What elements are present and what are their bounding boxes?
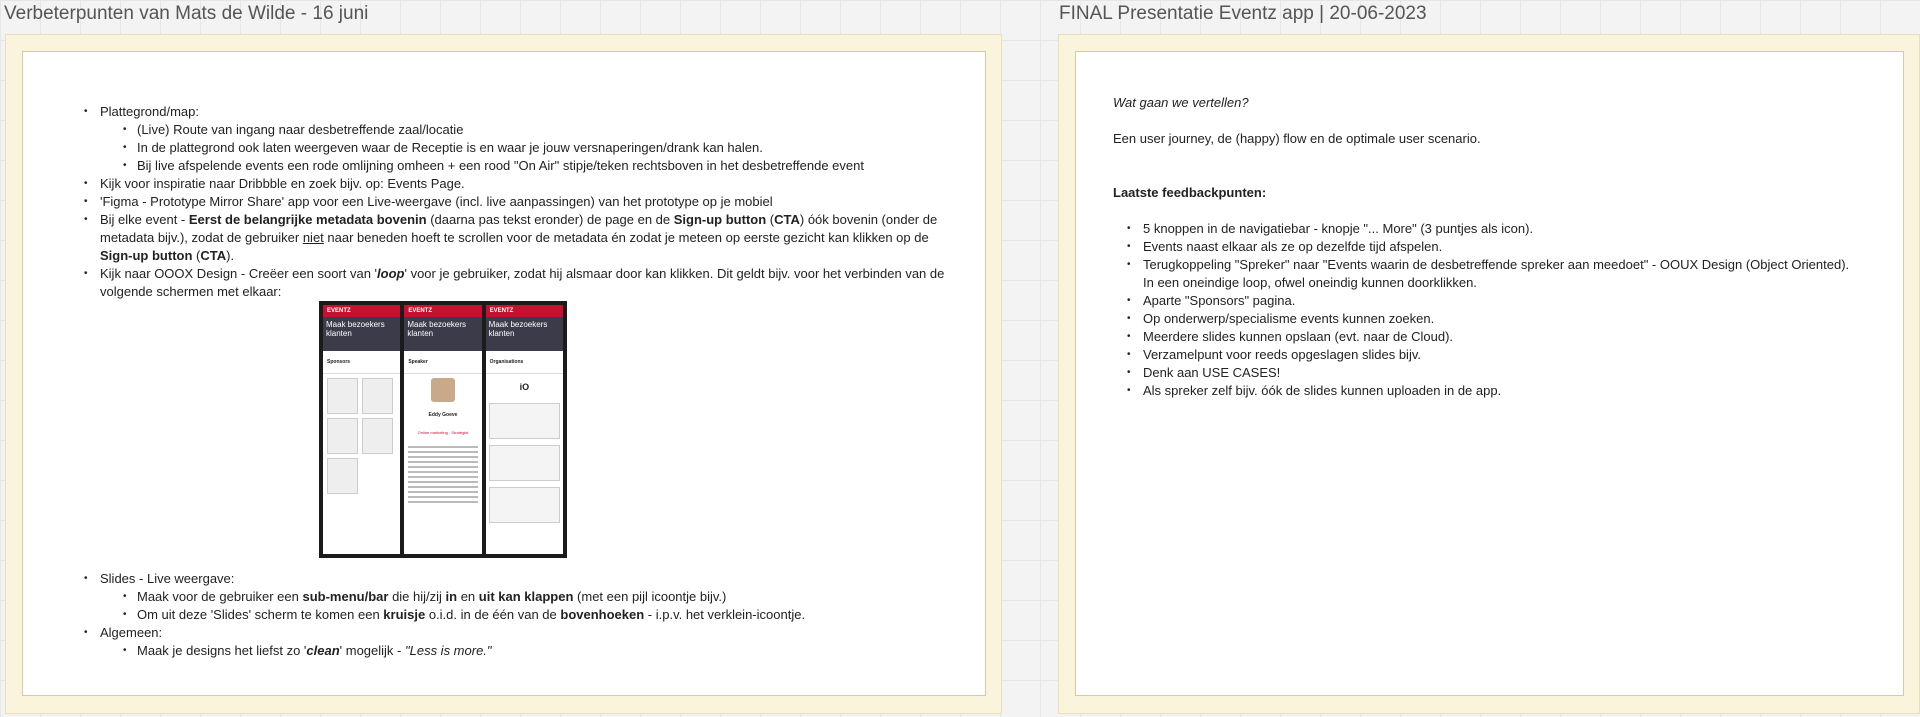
list-item: • Events naast elkaar als ze op dezelfde tijd afspelen. bbox=[1127, 238, 1893, 256]
screens-mockup-image[interactable] bbox=[319, 301, 567, 558]
list-item: • (Live) Route van ingang naar desbetreffende zaal/locatie bbox=[123, 121, 954, 139]
frame-right[interactable] bbox=[1058, 34, 1920, 714]
list-item: • Algemeen: • Maak je designs het liefst zo 'clean' mogelijk - "Less is more." bbox=[84, 624, 954, 660]
list-item: • Kijk naar OOOX Design - Creëer een soort van 'loop' voor je gebruiker, zodat hij alsmaar door kan klikken. Dit geldt bijv. voor het verbinden van de volgende schermen met elkaar: bbox=[84, 265, 954, 301]
list-item: • Aparte "Sponsors" pagina. bbox=[1127, 292, 1893, 310]
list-item: • In de plattegrond ook laten weergeven waar de Receptie is en waar je jouw versnaperingen/drank kan halen. bbox=[123, 139, 954, 157]
list-item: • Bij live afspelende events een rode omlijning omheen + een rood "On Air" stipje/teken rechtsboven in het desbetreffende event bbox=[123, 157, 954, 175]
list-item: • Terugkoppeling "Spreker" naar "Events waarin de desbetreffende spreker aan meedoet" - OOUX Design (Object Oriented). In een oneindige loop, ofwel oneindig kunnen doorklikken. bbox=[1127, 256, 1893, 292]
phone-screen-speaker: EVENTZ Maak bezoekers klanten Speaker Eddy Goeve Online marketing - Strategist bbox=[404, 305, 481, 554]
list-item: • Kijk voor inspiratie naar Dribbble en zoek bijv. op: Events Page. bbox=[84, 175, 954, 193]
phone-screen-sponsors: EVENTZ Maak bezoekers klanten Sponsors bbox=[323, 305, 400, 554]
list-item: • Maak voor de gebruiker een sub-menu/bar die hij/zij in en uit kan klappen (met een pijl icoontje bijv.) bbox=[123, 588, 954, 606]
document-page-right bbox=[1075, 51, 1904, 696]
frame-title-right[interactable]: FINAL Presentatie Eventz app | 20-06-2023 bbox=[1059, 3, 1427, 24]
list-item: • Om uit deze 'Slides' scherm te komen een kruisje o.i.d. in de één van de bovenhoeken - i.p.v. het verklein-icoontje. bbox=[123, 606, 954, 624]
list-item: • 'Figma - Prototype Mirror Share' app voor een Live-weergave (incl. live aanpassingen) van het prototype op je mobiel bbox=[84, 193, 954, 211]
frame-title-left[interactable]: Verbeterpunten van Mats de Wilde - 16 juni bbox=[4, 3, 369, 24]
list-item: • Verzamelpunt voor reeds opgeslagen slides bijv. bbox=[1127, 346, 1893, 364]
document-content-left bbox=[84, 103, 954, 660]
list-item: • Als spreker zelf bijv. óók de slides kunnen uploaden in de app. bbox=[1127, 382, 1893, 400]
list-item: • Op onderwerp/specialisme events kunnen zoeken. bbox=[1127, 310, 1893, 328]
list-item: • Slides - Live weergave: • Maak voor de gebruiker een sub-menu/bar die hij/zij in en uit kan klappen (met een pijl icoontje bijv.) • Om uit deze 'Slides' scherm te komen een kruisje o.i.d. in de één van de bovenhoeken - i.p.v. het verklein-icoontje. bbox=[84, 570, 954, 624]
list-item: • Maak je designs het liefst zo 'clean' mogelijk - "Less is more." bbox=[123, 642, 954, 660]
intro-text: Een user journey, de (happy) flow en de optimale user scenario. bbox=[1113, 131, 1481, 146]
list-item: • Bij elke event - Eerst de belangrijke metadata bovenin (daarna pas tekst eronder) de page en de Sign-up button (CTA) óók bovenin (onder de metadata bijv.), zodat de gebruiker niet naar beneden hoeft te scrollen voor de metadata én zodat je meteen op eerste gezicht kan klikken op de Sign-up button (CTA). bbox=[84, 211, 954, 265]
frame-left[interactable] bbox=[5, 34, 1002, 714]
feedback-heading: Laatste feedbackpunten: bbox=[1113, 185, 1267, 200]
list-item: • 5 knoppen in de navigatiebar - knopje "... More" (3 puntjes als icon). bbox=[1127, 220, 1893, 238]
document-page-left bbox=[22, 51, 986, 696]
list-item: • Meerdere slides kunnen opslaan (evt. naar de Cloud). bbox=[1127, 328, 1893, 346]
phone-screen-organisations: EVENTZ Maak bezoekers klanten Organisations iO bbox=[486, 305, 563, 554]
list-item: • Denk aan USE CASES! bbox=[1127, 364, 1893, 382]
section-question: Wat gaan we vertellen? bbox=[1113, 95, 1249, 110]
list-item: • Plattegrond/map: • (Live) Route van ingang naar desbetreffende zaal/locatie • In de plattegrond ook laten weergeven waar de Receptie is en waar je jouw versnaperingen/drank kan halen. • Bij live afspelende events een rode omlijning omheen + een rood "On Air" stipje/teken rechtsboven in het desbetreffende event bbox=[84, 103, 954, 175]
document-content-right bbox=[1113, 94, 1893, 400]
